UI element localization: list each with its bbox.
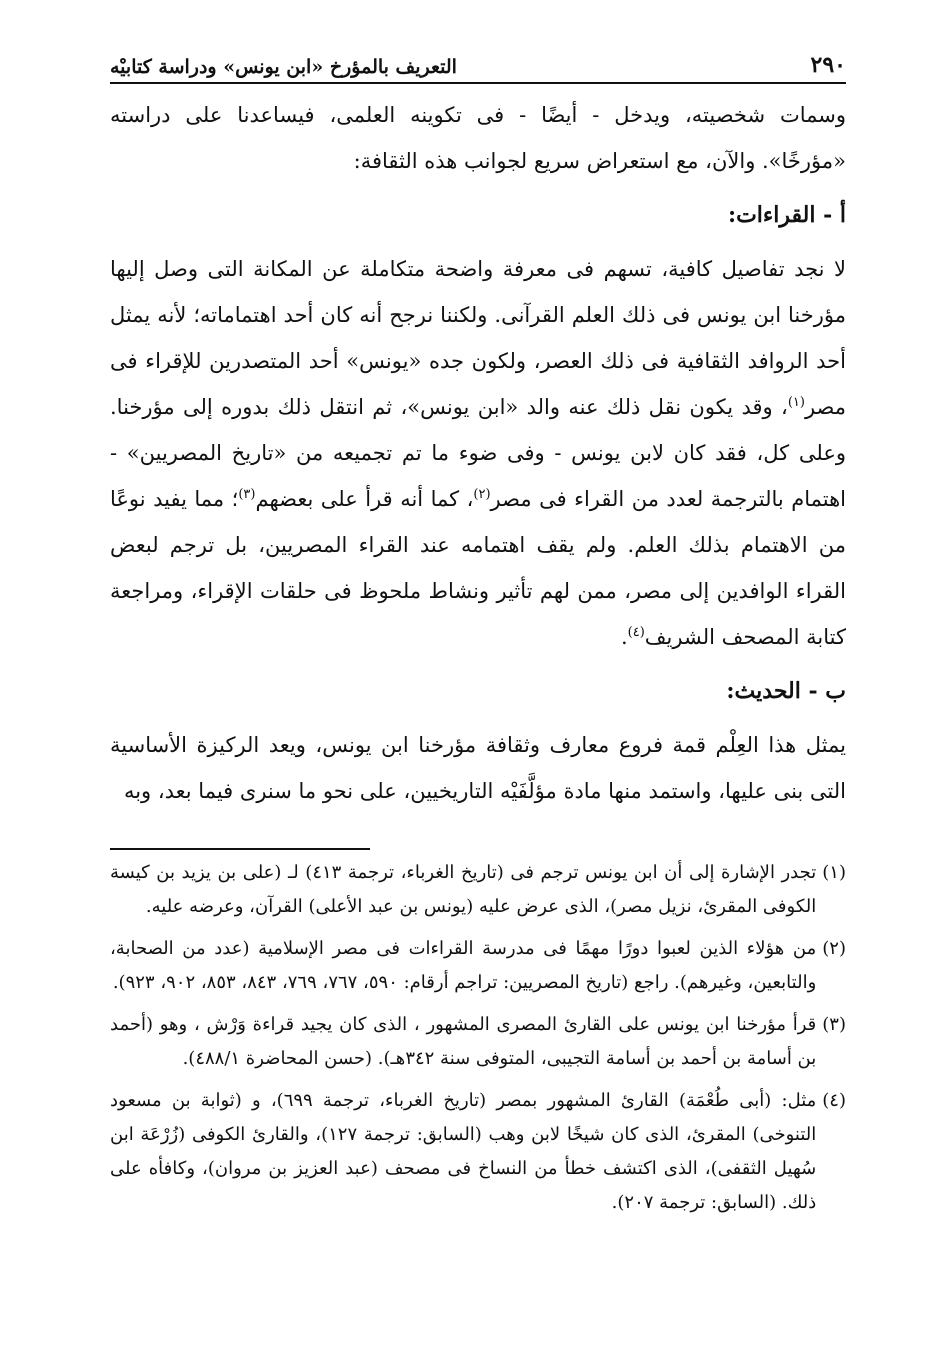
footnote-ref-4: (٤) (627, 625, 645, 640)
qiraat-paragraph (110, 246, 846, 660)
footnote (110, 1084, 846, 1220)
book-page (110, 40, 846, 1228)
section-heading-hadith: ب - الحديث: (726, 678, 846, 704)
page-number: ٢٩٠ (810, 52, 846, 78)
section-heading-qiraat: أ - القراءات: (727, 202, 846, 228)
qiraat-text-1: لا نجد تفاصيل كافية، تسهم فى معرفة واضحة متكاملة عن المكانة التى وصل إليها مؤرخنا ابن يونس فى ذلك العلم القرآنى. ولكننا نرجح أنه كان أحد اهتماماته؛ لأنه يمثل أحد الروافد الثقافية فى ذلك العصر، ولكون جده «يونس» أحد المتصدرين للإقراء فى مصر (110, 257, 846, 419)
qiraat-text-2: ، وقد يكون نقل ذلك عنه والد «ابن يونس»، ثم انتقل ذلك بدوره إلى مؤرخنا. وعلى كل، فقد كان لابن يونس - وفى ضوء ما تم تجميعه من «تاريخ المصريين» - اهتمام بالترجمة لعدد من القراء فى مصر (110, 395, 846, 511)
qiraat-text-4: ؛ مما يفيد نوعًا من الاهتمام بذلك العلم. ولم يقف اهتمامه عند القراء المصريين، بل ترجم لبعض القراء الوافدين إلى مصر، ممن لهم تأثير ونشاط ملحوظ فى حلقات الإقراء، ومراجعة كتابة المصحف الشريف (110, 487, 846, 649)
intro-paragraph: وسمات شخصيته، ويدخل - أيضًا - فى تكوينه العلمى، فيساعدنا على دراسته «مؤرخًا». والآن، مع استعراض سريع لجوانب هذه الثقافة: (110, 103, 846, 173)
footnote-ref-1: (١) (787, 395, 805, 410)
footnote (110, 1008, 846, 1076)
footnote-number: (٤) (822, 1090, 846, 1111)
footnote-number: (١) (822, 862, 846, 883)
qiraat-text-5: . (620, 625, 628, 649)
footnote-text: مثل: (أبى طُعْمَة) القارئ المشهور بمصر (تاريخ الغرباء، ترجمة ٦٩٩)، و (ثوابة بن مسعود التنوخى) المقرئ، الذى كان شيخًا لابن وهب (السابق: ترجمة ١٢٧)، والقارئ الكوفى (زُرْعَة ابن سُهيل الثقفى)، الذى اكتشف خطأ من النساخ فى مصحف (عبد العزيز بن مروان)، وكافأه على ذلك. (السابق: ترجمة ٢٠٧). (110, 1090, 817, 1213)
footnotes-section (110, 856, 846, 1220)
footnote-divider (110, 848, 370, 850)
qiraat-text-3: ، كما أنه قرأ على بعضهم (255, 487, 474, 511)
footnote-text: تجدر الإشارة إلى أن ابن يونس ترجم فى (تاريخ الغرباء، ترجمة ٤١٣) لـ (على بن يزيد بن كيسة الكوفى المقرئ، نزيل مصر)، الذى عرض عليه (يونس بن عبد الأعلى) القرآن، وعرضه عليه. (110, 862, 817, 917)
footnote-number: (٣) (822, 1014, 846, 1035)
main-text (110, 92, 846, 814)
footnote (110, 932, 846, 1000)
running-title: التعريف بالمؤرخ «ابن يونس» ودراسة كتابيْه (110, 56, 457, 78)
footnote (110, 856, 846, 924)
footnote-ref-3: (٣) (238, 487, 256, 502)
footnote-text: قرأ مؤرخنا ابن يونس على القارئ المصرى المشهور ، الذى كان يجيد قراءة وَرْش ، وهو (أحمد بن أسامة بن أحمد بن أسامة التجيبى، المتوفى سنة ٣٤٢هـ). (حسن المحاضرة ٤٨٨/١). (110, 1014, 817, 1069)
hadith-paragraph: يمثل هذا العِلْم قمة فروع معارف وثقافة مؤرخنا ابن يونس، ويعد الركيزة الأساسية التى بنى عليها، واستمد منها مادة مؤلَّفَيْه التاريخيين، على نحو ما سنرى فيما بعد، وبه (110, 733, 846, 803)
page-header (110, 40, 846, 84)
footnote-number: (٢) (822, 938, 846, 959)
footnote-text: من هؤلاء الذين لعبوا دورًا مهمًا فى مدرسة القراءات فى مصر الإسلامية (عدد من الصحابة، والتابعين، وغيرهم). راجع (تاريخ المصريين: تراجم أرقام: ٥٩٠، ٧٦٧، ٧٦٩، ٨٤٣، ٨٥٣، ٩٠٢، ٩٢٣). (110, 938, 817, 993)
footnote-ref-2: (٢) (473, 487, 491, 502)
